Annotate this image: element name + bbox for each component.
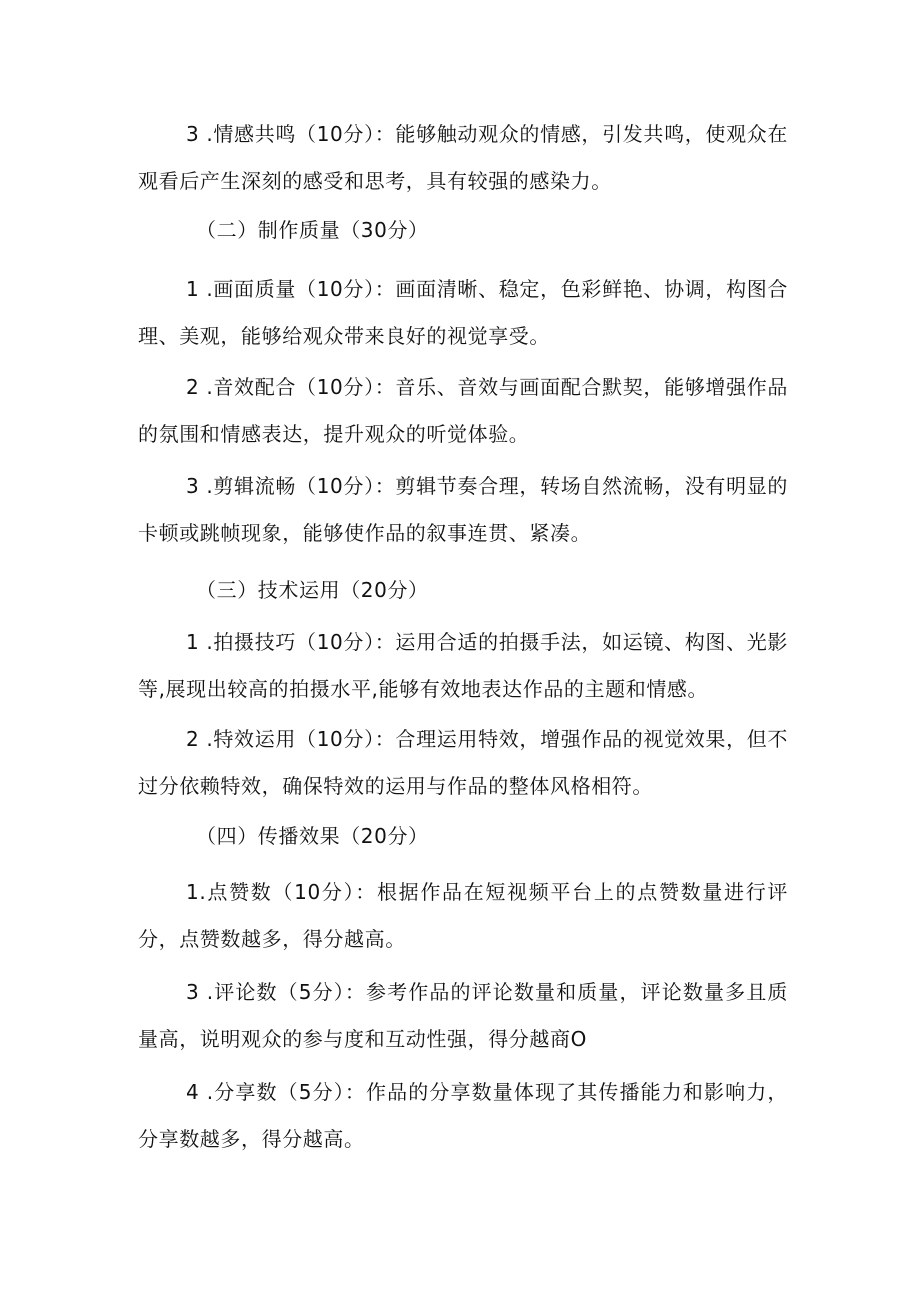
paragraph-shooting-skills xyxy=(138,619,788,713)
paragraph-comments xyxy=(138,969,788,1063)
paragraph-text: 2 .音效配合（10分）：音乐、音效与画面配合默契，能够增强作品的氛围和情感表达，提升观众的听觉体验。 xyxy=(138,375,788,446)
paragraph-text: 4 .分享数（5分）：作品的分享数量体现了其传播能力和影响力，分享数越多，得分越高。 xyxy=(138,1080,788,1151)
paragraph-sound-matching xyxy=(138,364,788,458)
paragraph-special-effects xyxy=(138,716,788,810)
section-heading-production-quality: （二）制作质量（30分） xyxy=(196,218,429,242)
paragraph-picture-quality xyxy=(138,266,788,360)
paragraph-text: 1 .画面质量（10分）：画面清晰、稳定，色彩鲜艳、协调，构图合理、美观，能够给观众带来良好的视觉享受。 xyxy=(138,277,788,348)
paragraph-text: 1 .拍摄技巧（10分）：运用合适的拍摄手法，如运镜、构图、光影等,展现出较高的拍摄水平,能够有效地表达作品的主题和情感。 xyxy=(138,630,788,701)
section-heading-technical-application: （三）技术运用（20分） xyxy=(196,578,429,602)
paragraph-text: 3 .评论数（5分）：参考作品的评论数量和质量，评论数量多且质量高，说明观众的参与度和互动性强，得分越商O xyxy=(138,980,788,1051)
paragraph-text: 3 .情感共鸣（10分）：能够触动观众的情感，引发共鸣，使观众在观看后产生深刻的感受和思考，具有较强的感染力。 xyxy=(138,122,788,193)
paragraph-emotional-resonance xyxy=(138,111,788,205)
paragraph-text: 1.点赞数（10分）：根据作品在短视频平台上的点赞数量进行评分，点赞数越多，得分越高。 xyxy=(138,880,788,951)
paragraph-shares xyxy=(138,1069,788,1163)
paragraph-likes xyxy=(138,869,788,963)
paragraph-text: 3 .剪辑流畅（10分）：剪辑节奏合理，转场自然流畅，没有明显的卡顿或跳帧现象，能够使作品的叙事连贯、紧凑。 xyxy=(138,474,788,545)
paragraph-editing-smoothness xyxy=(138,463,788,557)
paragraph-text: 2 .特效运用（10分）：合理运用特效，增强作品的视觉效果，但不过分依赖特效，确保特效的运用与作品的整体风格相符。 xyxy=(138,727,788,798)
section-heading-dissemination-effect: （四）传播效果（20分） xyxy=(196,824,429,848)
